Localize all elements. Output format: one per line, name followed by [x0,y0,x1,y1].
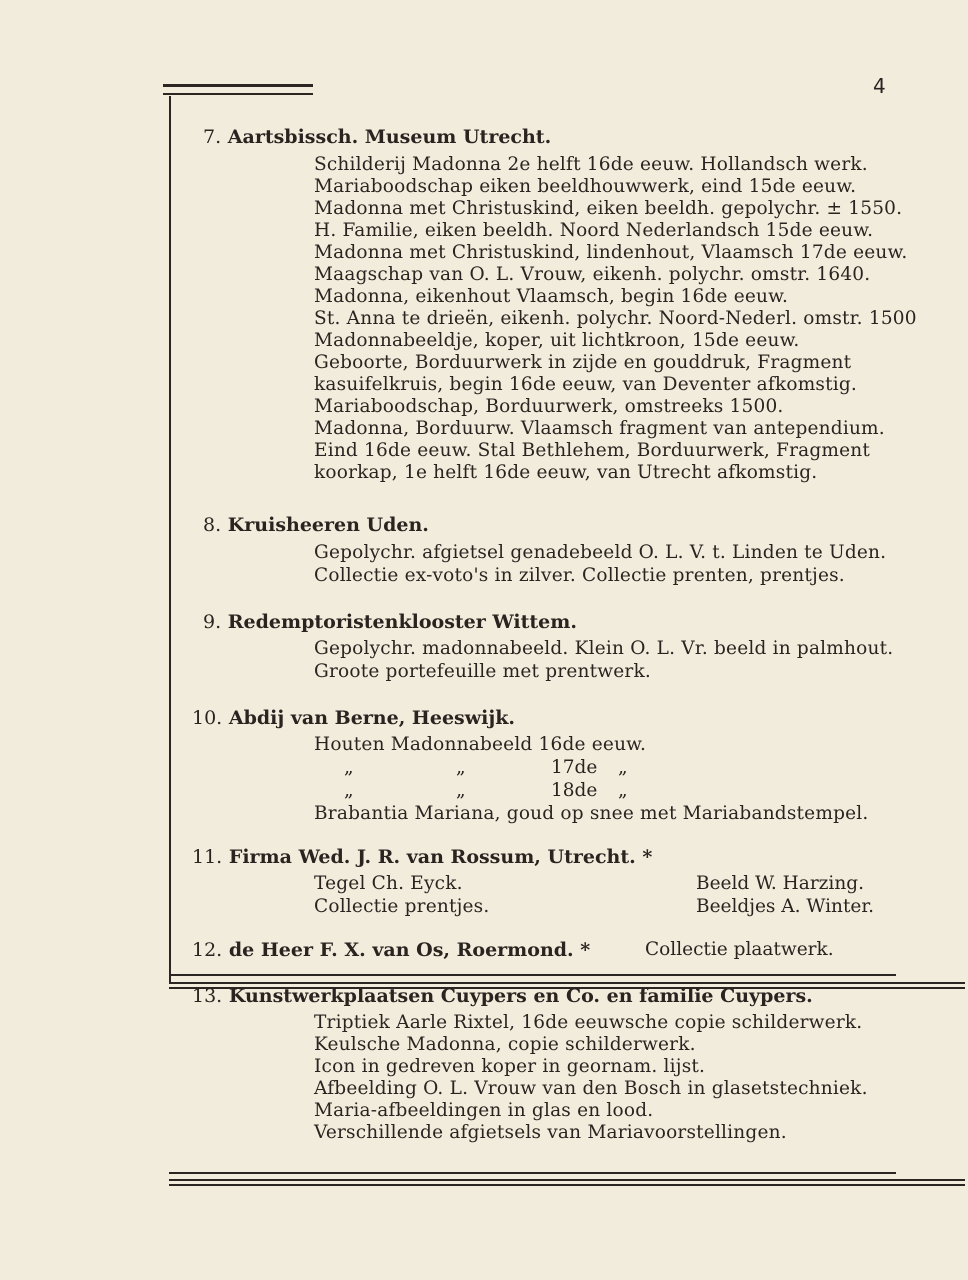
entry-line: Houten Madonnabeeld 16de eeuw. [314,734,647,755]
ditto-mark: „ [618,780,628,801]
ditto-mark: „ [618,757,628,778]
entry-line: Brabantia Mariana, goud op snee met Mariabandstempel. [314,803,869,824]
section-number: 13. [192,985,223,1007]
entry-line: Mariaboodschap eiken beeldhouwwerk, eind 15de eeuw. [314,176,857,197]
entry-line: Collectie prentjes. [314,896,490,917]
section-title: Firma Wed. J. R. van Rossum, Utrecht. * [228,846,653,868]
section-number: 10. [192,707,223,729]
entry-line: Geboorte, Borduurwerk in zijde en gouddruk, Fragment [314,352,852,373]
entry-line: Keulsche Madonna, copie schilderwerk. [314,1034,696,1055]
entry-line: Mariaboodschap, Borduurwerk, omstreeks 1500. [314,396,784,417]
entry-line: koorkap, 1e helft 16de eeuw, van Utrecht afkomstig. [314,462,818,483]
section-number: 7. [203,126,222,148]
bottom-rule [169,974,896,976]
bottom-rule [169,982,965,984]
entry-line: St. Anna te drieën, eikenh. polychr. Noord-Nederl. omstr. 1500 [314,308,917,329]
entry-line: kasuifelkruis, begin 16de eeuw, van Deventer afkomstig. [314,374,858,395]
entry-line: Madonna, Borduurw. Vlaamsch fragment van antependium. [314,418,885,439]
entry-line: 18de [551,780,598,801]
entry-line: Icon in gedreven koper in geornam. lijst. [314,1056,706,1077]
ditto-mark: „ [456,780,466,801]
section-heading [203,611,577,633]
entry-line: 17de [551,757,598,778]
section-title: Kruisheeren Uden. [227,514,429,536]
section-number: 8. [203,514,222,536]
page-number: 4 [873,74,886,98]
entry-line: Madonna, eikenhout Vlaamsch, begin 16de eeuw. [314,286,789,307]
section-title: de Heer F. X. van Os, Roermond. * [228,939,591,961]
entry-line: Beeld W. Harzing. [696,873,864,894]
entry-line: Triptiek Aarle Rixtel, 16de eeuwsche copie schilderwerk. [314,1012,863,1033]
left-rule [169,96,171,984]
ditto-mark: „ [344,780,354,801]
entry-line: Beeldjes A. Winter. [696,896,875,917]
section-title: Redemptoristenklooster Wittem. [227,611,577,633]
section-title: Kunstwerkplaatsen Cuypers en Co. en familie Cuypers. [228,985,813,1007]
entry-line: Madonnabeeldje, koper, uit lichtkroon, 15de eeuw. [314,330,800,351]
section-heading [192,707,515,729]
entry-line: Tegel Ch. Eyck. [314,873,463,894]
ditto-mark: „ [456,757,466,778]
top-rule [163,84,313,95]
entry-line: H. Familie, eiken beeldh. Noord Nederlandsch 15de eeuw. [314,220,874,241]
entry-line: Collectie ex-voto's in zilver. Collectie prenten, prentjes. [314,565,845,586]
entry-line: Maagschap van O. L. Vrouw, eikenh. polychr. omstr. 1640. [314,264,871,285]
entry-line: Verschillende afgietsels van Mariavoorstellingen. [314,1122,787,1143]
section-title: Aartsbissch. Museum Utrecht. [227,126,552,148]
bottom-rule [169,1172,896,1174]
entry-line: Groote portefeuille met prentwerk. [314,661,651,682]
entry-line: Eind 16de eeuw. Stal Bethlehem, Borduurwerk, Fragment [314,440,871,461]
entry-line: Madonna met Christuskind, lindenhout, Vlaamsch 17de eeuw. [314,242,908,263]
section-title: Abdij van Berne, Heeswijk. [228,707,515,729]
entry-line: Gepolychr. madonnabeeld. Klein O. L. Vr. beeld in palmhout. [314,638,894,659]
section-heading [203,126,551,148]
section-number: 12. [192,939,223,961]
section-heading [192,985,813,1007]
section-heading [192,846,652,868]
section-number: 11. [192,846,223,868]
entry-line: Collectie plaatwerk. [645,939,834,960]
section-heading [203,514,429,536]
entry-line: Maria-afbeeldingen in glas en lood. [314,1100,654,1121]
section-heading [192,939,590,961]
bottom-rule [169,1184,965,1186]
section-number: 9. [203,611,222,633]
ditto-mark: „ [344,757,354,778]
entry-line: Madonna met Christuskind, eiken beeldh. gepolychr. ± 1550. [314,198,903,219]
entry-line: Gepolychr. afgietsel genadebeeld O. L. V. t. Linden te Uden. [314,542,887,563]
entry-line: Schilderij Madonna 2e helft 16de eeuw. Hollandsch werk. [314,154,868,175]
entry-line: Afbeelding O. L. Vrouw van den Bosch in glasetstechniek. [314,1078,868,1099]
bottom-rule [169,1179,965,1181]
